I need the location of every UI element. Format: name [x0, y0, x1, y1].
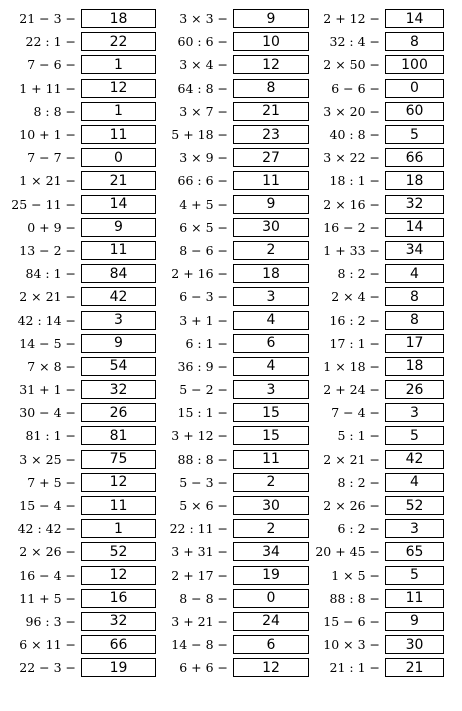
answer-box[interactable]: 11	[233, 450, 309, 469]
answer-box[interactable]: 60	[385, 102, 444, 121]
problem-expression: 22 : 1 −	[25, 34, 76, 50]
problem-expression: 16 − 4 −	[19, 567, 76, 583]
problem-row	[310, 285, 462, 308]
answer-box[interactable]: 66	[81, 635, 156, 654]
problem-row	[310, 77, 462, 100]
problem-expression: 2 × 50 −	[323, 57, 380, 73]
problem-expression: 21 : 1 −	[329, 660, 380, 676]
problem-expression: 2 + 16 −	[171, 266, 228, 282]
answer-box[interactable]: 9	[233, 195, 309, 214]
answer-box[interactable]: 6	[233, 334, 309, 353]
problem-expression: 2 × 21 −	[19, 289, 76, 305]
problem-expression: 2 + 24 −	[323, 382, 380, 398]
answer-box[interactable]: 0	[385, 79, 444, 98]
problem-row	[0, 633, 156, 656]
problem-expression: 64 : 8 −	[177, 80, 228, 96]
answer-box[interactable]: 2	[233, 519, 309, 538]
problem-expression: 3 + 12 −	[171, 428, 228, 444]
problem-expression: 17 : 1 −	[329, 335, 380, 351]
answer-box[interactable]: 21	[385, 658, 444, 677]
problem-expression: 10 × 3 −	[323, 637, 380, 653]
answer-box[interactable]: 75	[81, 450, 156, 469]
answer-box[interactable]: 11	[233, 171, 309, 190]
problem-expression: 22 − 3 −	[19, 660, 76, 676]
answer-box[interactable]: 24	[233, 612, 309, 631]
answer-box[interactable]: 54	[81, 357, 156, 376]
problem-expression: 42 : 42 −	[17, 521, 76, 537]
problem-row	[0, 53, 156, 76]
problem-expression: 2 × 16 −	[323, 196, 380, 212]
problem-expression: 6 + 6 −	[179, 660, 228, 676]
problem-row	[156, 448, 310, 471]
problem-expression: 7 + 5 −	[27, 474, 76, 490]
problem-expression: 21 − 3 −	[19, 11, 76, 27]
problem-row	[0, 146, 156, 169]
answer-box[interactable]: 9	[81, 218, 156, 237]
problem-row	[156, 332, 310, 355]
problem-expression: 2 × 21 −	[323, 451, 380, 467]
answer-box[interactable]: 3	[385, 519, 444, 538]
problem-expression: 96 : 3 −	[25, 613, 76, 629]
answer-box[interactable]: 9	[233, 9, 309, 28]
problem-row	[310, 30, 462, 53]
problem-expression: 6 × 11 −	[19, 637, 76, 653]
problem-row	[310, 193, 462, 216]
answer-box[interactable]: 84	[81, 264, 156, 283]
problem-row	[0, 587, 156, 610]
problem-row	[310, 656, 462, 679]
problem-row	[310, 53, 462, 76]
problem-expression: 15 : 1 −	[177, 405, 228, 421]
problem-expression: 3 × 20 −	[323, 103, 380, 119]
answer-box[interactable]: 10	[233, 32, 309, 51]
answer-box[interactable]: 11	[81, 125, 156, 144]
problem-row	[156, 169, 310, 192]
problem-expression: 14 − 5 −	[19, 335, 76, 351]
problem-row	[310, 123, 462, 146]
problem-row	[156, 193, 310, 216]
problem-row	[156, 564, 310, 587]
problem-row	[0, 216, 156, 239]
answer-box[interactable]: 5	[385, 566, 444, 585]
answer-box[interactable]: 17	[385, 334, 444, 353]
answer-box[interactable]: 12	[81, 79, 156, 98]
problem-expression: 3 × 22 −	[323, 150, 380, 166]
problem-row	[310, 471, 462, 494]
problem-expression: 16 − 2 −	[323, 219, 380, 235]
problem-row	[0, 401, 156, 424]
answer-box[interactable]: 19	[81, 658, 156, 677]
problem-row	[156, 424, 310, 447]
problem-row	[0, 332, 156, 355]
problem-row	[310, 100, 462, 123]
answer-box[interactable]: 18	[233, 264, 309, 283]
answer-box[interactable]: 1	[81, 55, 156, 74]
problem-row	[310, 540, 462, 563]
answer-box[interactable]: 11	[81, 496, 156, 515]
problem-row	[156, 401, 310, 424]
problem-expression: 13 − 2 −	[19, 242, 76, 258]
answer-box[interactable]: 3	[81, 311, 156, 330]
problem-expression: 81 : 1 −	[25, 428, 76, 444]
answer-box[interactable]: 34	[385, 241, 444, 260]
problem-expression: 1 + 33 −	[323, 242, 380, 258]
answer-box[interactable]: 14	[385, 218, 444, 237]
problem-expression: 5 − 2 −	[179, 382, 228, 398]
problem-expression: 66 : 6 −	[177, 173, 228, 189]
problem-row	[156, 610, 310, 633]
answer-box[interactable]: 8	[233, 79, 309, 98]
problem-expression: 20 + 45 −	[315, 544, 380, 560]
answer-box[interactable]: 8	[385, 287, 444, 306]
problem-row	[0, 308, 156, 331]
problem-row	[310, 424, 462, 447]
problem-expression: 15 − 6 −	[323, 613, 380, 629]
problem-row	[0, 424, 156, 447]
answer-box[interactable]: 3	[385, 403, 444, 422]
problem-row	[156, 494, 310, 517]
problem-row	[156, 285, 310, 308]
problem-row	[310, 564, 462, 587]
problem-expression: 5 − 3 −	[179, 474, 228, 490]
problem-row	[0, 471, 156, 494]
problem-expression: 30 − 4 −	[19, 405, 76, 421]
problem-row	[156, 77, 310, 100]
answer-box[interactable]: 4	[385, 473, 444, 492]
answer-box[interactable]: 42	[81, 287, 156, 306]
problem-expression: 3 × 9 −	[179, 150, 228, 166]
answer-box[interactable]: 0	[233, 589, 309, 608]
answer-box[interactable]: 12	[233, 55, 309, 74]
answer-box[interactable]: 6	[233, 635, 309, 654]
problem-expression: 6 : 2 −	[337, 521, 380, 537]
problem-row	[156, 587, 310, 610]
problem-expression: 8 − 8 −	[179, 590, 228, 606]
answer-box[interactable]: 9	[385, 612, 444, 631]
problem-row	[310, 401, 462, 424]
answer-box[interactable]: 2	[233, 241, 309, 260]
problem-expression: 42 : 14 −	[17, 312, 76, 328]
problem-row	[156, 53, 310, 76]
problem-row	[310, 633, 462, 656]
problem-row	[156, 471, 310, 494]
answer-box[interactable]: 52	[385, 496, 444, 515]
problem-row	[0, 193, 156, 216]
answer-box[interactable]: 30	[233, 218, 309, 237]
problem-expression: 5 + 18 −	[171, 127, 228, 143]
problem-row	[310, 216, 462, 239]
problem-expression: 3 + 21 −	[171, 613, 228, 629]
answer-box[interactable]: 16	[81, 589, 156, 608]
answer-box[interactable]: 9	[81, 334, 156, 353]
problem-row	[310, 587, 462, 610]
problem-expression: 10 + 1 −	[19, 127, 76, 143]
answer-box[interactable]: 11	[81, 241, 156, 260]
problem-row	[310, 378, 462, 401]
problem-row	[310, 355, 462, 378]
problem-expression: 6 − 6 −	[331, 80, 380, 96]
problem-row	[156, 7, 310, 30]
problem-expression: 8 : 8 −	[33, 103, 76, 119]
problem-expression: 14 − 8 −	[171, 637, 228, 653]
answer-box[interactable]: 18	[385, 357, 444, 376]
problem-row	[156, 517, 310, 540]
problem-expression: 84 : 1 −	[25, 266, 76, 282]
problem-expression: 16 : 2 −	[329, 312, 380, 328]
answer-box[interactable]: 1	[81, 519, 156, 538]
problem-expression: 1 × 18 −	[323, 358, 380, 374]
problem-expression: 2 + 12 −	[323, 11, 380, 27]
problem-row	[310, 610, 462, 633]
answer-box[interactable]: 66	[385, 148, 444, 167]
problem-row	[310, 239, 462, 262]
answer-box[interactable]: 15	[233, 426, 309, 445]
problem-row	[0, 610, 156, 633]
answer-box[interactable]: 12	[233, 658, 309, 677]
problem-expression: 8 − 6 −	[179, 242, 228, 258]
problem-row	[0, 239, 156, 262]
problem-row	[156, 308, 310, 331]
problem-expression: 4 + 5 −	[179, 196, 228, 212]
problem-row	[310, 308, 462, 331]
answer-box[interactable]: 100	[385, 55, 444, 74]
problem-expression: 40 : 8 −	[329, 127, 380, 143]
answer-box[interactable]: 22	[81, 32, 156, 51]
problem-row	[0, 100, 156, 123]
problem-expression: 25 − 11 −	[11, 196, 76, 212]
problem-expression: 6 : 1 −	[185, 335, 228, 351]
problem-expression: 1 + 11 −	[19, 80, 76, 96]
problem-expression: 1 × 5 −	[331, 567, 380, 583]
problem-expression: 22 : 11 −	[169, 521, 228, 537]
problem-row	[0, 517, 156, 540]
answer-box[interactable]: 65	[385, 542, 444, 561]
problem-row	[0, 7, 156, 30]
problem-row	[310, 494, 462, 517]
problem-expression: 3 + 31 −	[171, 544, 228, 560]
answer-box[interactable]: 52	[81, 542, 156, 561]
problem-expression: 3 × 3 −	[179, 11, 228, 27]
math-worksheet	[0, 7, 462, 679]
problem-expression: 3 × 7 −	[179, 103, 228, 119]
problem-expression: 11 + 5 −	[19, 590, 76, 606]
problem-row	[156, 100, 310, 123]
problem-row	[0, 378, 156, 401]
problem-expression: 7 − 7 −	[27, 150, 76, 166]
problem-row	[156, 355, 310, 378]
problem-expression: 8 : 2 −	[337, 266, 380, 282]
problem-expression: 18 : 1 −	[329, 173, 380, 189]
problem-row	[0, 564, 156, 587]
problem-row	[0, 656, 156, 679]
problem-row	[156, 262, 310, 285]
problem-expression: 7 − 4 −	[331, 405, 380, 421]
problem-expression: 6 × 5 −	[179, 219, 228, 235]
answer-box[interactable]: 26	[81, 403, 156, 422]
answer-box[interactable]: 4	[385, 264, 444, 283]
problem-row	[310, 517, 462, 540]
answer-box[interactable]: 21	[81, 171, 156, 190]
problem-row	[310, 146, 462, 169]
answer-box[interactable]: 4	[233, 357, 309, 376]
problem-row	[0, 123, 156, 146]
answer-box[interactable]: 3	[233, 287, 309, 306]
problem-row	[310, 7, 462, 30]
answer-box[interactable]: 30	[385, 635, 444, 654]
problem-expression: 3 × 4 −	[179, 57, 228, 73]
answer-box[interactable]: 18	[385, 171, 444, 190]
problem-row	[156, 123, 310, 146]
answer-box[interactable]: 34	[233, 542, 309, 561]
answer-box[interactable]: 21	[233, 102, 309, 121]
problem-expression: 2 × 4 −	[331, 289, 380, 305]
answer-box[interactable]: 8	[385, 32, 444, 51]
answer-box[interactable]: 11	[385, 589, 444, 608]
answer-box[interactable]: 8	[385, 311, 444, 330]
problem-expression: 36 : 9 −	[177, 358, 228, 374]
answer-box[interactable]: 32	[385, 195, 444, 214]
problem-row	[156, 239, 310, 262]
problem-expression: 31 + 1 −	[19, 382, 76, 398]
problem-row	[0, 355, 156, 378]
problem-row	[0, 262, 156, 285]
problem-row	[310, 169, 462, 192]
answer-box[interactable]: 32	[81, 612, 156, 631]
answer-box[interactable]: 32	[81, 380, 156, 399]
problem-row	[156, 633, 310, 656]
problem-row	[310, 332, 462, 355]
answer-box[interactable]: 15	[233, 403, 309, 422]
answer-box[interactable]: 23	[233, 125, 309, 144]
answer-box[interactable]: 4	[233, 311, 309, 330]
problem-expression: 5 : 1 −	[337, 428, 380, 444]
problem-row	[156, 30, 310, 53]
answer-box[interactable]: 26	[385, 380, 444, 399]
answer-box[interactable]: 12	[81, 566, 156, 585]
problem-row	[310, 448, 462, 471]
answer-box[interactable]: 27	[233, 148, 309, 167]
problem-row	[310, 262, 462, 285]
answer-box[interactable]: 1	[81, 102, 156, 121]
answer-box[interactable]: 0	[81, 148, 156, 167]
problem-expression: 88 : 8 −	[329, 590, 380, 606]
problem-row	[0, 285, 156, 308]
answer-box[interactable]: 14	[385, 9, 444, 28]
problem-row	[0, 169, 156, 192]
answer-box[interactable]: 3	[233, 380, 309, 399]
problem-row	[0, 448, 156, 471]
answer-box[interactable]: 14	[81, 195, 156, 214]
problem-expression: 7 × 8 −	[27, 358, 76, 374]
problem-expression: 5 × 6 −	[179, 498, 228, 514]
problem-row	[156, 146, 310, 169]
problem-expression: 2 + 17 −	[171, 567, 228, 583]
problem-expression: 3 + 1 −	[179, 312, 228, 328]
problem-row	[0, 77, 156, 100]
problem-expression: 2 × 26 −	[323, 498, 380, 514]
problem-expression: 0 + 9 −	[27, 219, 76, 235]
problem-expression: 2 × 26 −	[19, 544, 76, 560]
problem-expression: 88 : 8 −	[177, 451, 228, 467]
answer-box[interactable]: 12	[81, 473, 156, 492]
answer-box[interactable]: 5	[385, 125, 444, 144]
problem-row	[156, 216, 310, 239]
answer-box[interactable]: 42	[385, 450, 444, 469]
problem-expression: 3 × 25 −	[19, 451, 76, 467]
answer-box[interactable]: 30	[233, 496, 309, 515]
answer-box[interactable]: 5	[385, 426, 444, 445]
problem-expression: 6 − 3 −	[179, 289, 228, 305]
problem-row	[156, 656, 310, 679]
problem-row	[0, 540, 156, 563]
problem-row	[0, 494, 156, 517]
problem-expression: 8 : 2 −	[337, 474, 380, 490]
problem-expression: 32 : 4 −	[329, 34, 380, 50]
answer-box[interactable]: 81	[81, 426, 156, 445]
problem-row	[0, 30, 156, 53]
problem-expression: 15 − 4 −	[19, 498, 76, 514]
answer-box[interactable]: 2	[233, 473, 309, 492]
answer-box[interactable]: 19	[233, 566, 309, 585]
problem-row	[156, 378, 310, 401]
answer-box[interactable]: 18	[81, 9, 156, 28]
problem-expression: 60 : 6 −	[177, 34, 228, 50]
problem-expression: 7 − 6 −	[27, 57, 76, 73]
problem-expression: 1 × 21 −	[19, 173, 76, 189]
problem-row	[156, 540, 310, 563]
